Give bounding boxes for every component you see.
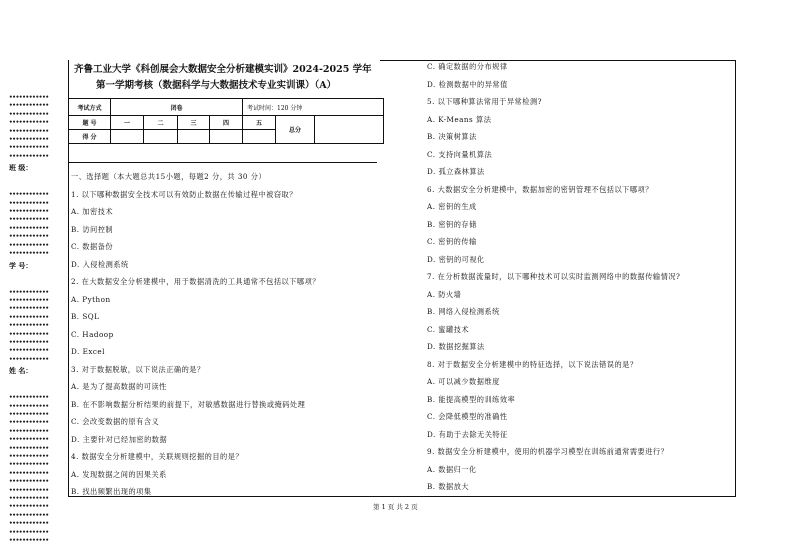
dotted-line: •••••••••••• (9, 444, 49, 452)
score-cell-2[interactable] (144, 130, 178, 144)
dotted-line: •••••••••••• (9, 478, 49, 486)
total-score-cell[interactable] (315, 116, 384, 144)
dotted-line: •••••••••••• (9, 330, 49, 338)
dotted-line: •••••••••••• (9, 486, 49, 494)
question-line: B. SQL (71, 312, 100, 321)
question-line: 9. 数据安全分析建模中，使用的机器学习模型在训练前通常需要进行？ (427, 447, 669, 456)
dotted-line: •••••••••••• (9, 436, 49, 444)
question-number-label: 题 号 (69, 116, 111, 130)
dotted-line: •••••••••••• (9, 199, 49, 207)
score-cell-5[interactable] (243, 130, 276, 144)
question-line: B. 数据放大 (427, 482, 470, 491)
dotted-line: •••••••••••• (9, 152, 49, 160)
dotted-line: •••••••••••• (9, 453, 49, 460)
question-line: C. 会降低模型的准确性 (427, 412, 508, 421)
dotted-line: •••••••••••• (9, 94, 49, 101)
question-line: D. 检测数据中的异常值 (427, 79, 508, 89)
question-line: B. 在不影响数据分析结果的前提下，对敏感数据进行替换或掩码处理 (71, 399, 306, 409)
question-line: A. 密钥的生成 (427, 202, 477, 211)
dotted-line: •••••••••••• (9, 495, 49, 503)
score-cell-1[interactable] (111, 130, 144, 144)
question-line: A. 加密技术 (71, 207, 114, 216)
exam-mode-label: 考试方式 (69, 99, 111, 116)
question-line: 8. 对于数据安全分析建模中的特征选择，以下说法错误的是？ (427, 359, 638, 369)
dotted-line: •••••••••••• (9, 402, 49, 410)
score-cell-4[interactable] (210, 130, 243, 144)
dotted-line: •••••••••••• (9, 296, 49, 304)
col-5: 五 (243, 116, 276, 130)
dotted-line: •••••••••••• (9, 233, 49, 241)
question-line: D. 数据挖掘算法 (427, 342, 485, 351)
dotted-line: •••••••••••• (9, 322, 49, 330)
question-line: C. Hadoop (71, 329, 114, 339)
question-line: B. 能提高模型的训练效率 (427, 394, 516, 404)
question-line: B. 访问控制 (71, 224, 114, 234)
dotted-line: •••••••••••• (9, 394, 49, 402)
question-line: A. 发现数据之间的因果关系 (71, 469, 167, 479)
question-line: B. 找出频繁出现的项集 (71, 487, 152, 496)
question-line: C. 会改变数据的原有含义 (71, 417, 160, 426)
question-line: D. 有助于去除无关特征 (427, 429, 508, 439)
question-line: C. 数据备份 (71, 242, 114, 251)
dotted-line: •••••••••••• (9, 110, 49, 118)
margin-label: 姓 名： (9, 366, 33, 376)
col-3: 三 (178, 116, 210, 130)
question-line: C. 密钥的传输 (427, 237, 477, 246)
question-line: C. 支持向量机算法 (427, 149, 493, 159)
question-line: 7. 在分析数据流量时，以下哪种技术可以实时监测网络中的数据传输情况? (427, 272, 681, 281)
dotted-line: •••••••••••• (9, 461, 49, 469)
dotted-line: •••••••••••• (9, 410, 49, 418)
dotted-line: •••••••••••• (9, 313, 49, 321)
dotted-line: •••••••••••• (9, 288, 49, 296)
exam-title-line2: 第一学期考核（数据科学与大数据技术专业实训课）（A） (96, 80, 337, 91)
exam-time: 考试时间：120 分钟 (243, 99, 384, 116)
question-line: B. 网络入侵检测系统 (427, 307, 500, 316)
dotted-line: •••••••••••• (9, 469, 49, 477)
dotted-line: •••••••••••• (9, 520, 49, 528)
question-line: 一、选择题（本大题总共15小题，每题2 分，共 30 分） (71, 172, 267, 181)
question-line: A. 防火墙 (427, 289, 462, 299)
dotted-line: •••••••••••• (9, 119, 49, 127)
dotted-line: •••••••••••• (9, 136, 49, 144)
dotted-line: •••••••••••• (9, 208, 49, 216)
question-line: 6. 大数据安全分析建模中，数据加密的密钥管理不包括以下哪项？ (427, 184, 653, 194)
question-line: 3. 对于数据脱敏，以下说法正确的是？ (71, 364, 205, 374)
dotted-line: •••••••••••• (9, 144, 49, 152)
dotted-line: •••••••••••• (9, 102, 49, 110)
total-label: 总分 (276, 116, 315, 144)
dotted-line: •••••••••••• (9, 511, 49, 519)
page-footer: 第 1 页 共 2 页 (373, 503, 418, 511)
dotted-line: •••••••••••• (9, 216, 49, 224)
score-cell-3[interactable] (178, 130, 210, 144)
question-line: 2. 在大数据安全分析建模中，用于数据清洗的工具通常不包括以下哪项？ (71, 277, 320, 286)
dotted-line: •••••••••••• (9, 127, 49, 135)
dotted-line: •••••••••••• (9, 241, 49, 249)
score-table (68, 98, 384, 144)
dotted-line: •••••••••••• (9, 503, 49, 511)
question-line: A. Python (71, 294, 111, 304)
question-line: D. 主要针对已经加密的数据 (71, 434, 168, 444)
dotted-line: •••••••••••• (9, 191, 49, 199)
col-2: 二 (144, 116, 178, 130)
margin-label: 班 级： (9, 163, 33, 173)
question-line: C. 蜜罐技术 (427, 324, 470, 334)
question-line: A. 数据归一化 (427, 464, 477, 474)
question-line: B. 决策树算法 (427, 132, 477, 141)
margin-label: 学 号： (9, 260, 33, 270)
dotted-line: •••••••••••• (9, 427, 49, 435)
question-line: C. 确定数据的分布规律 (427, 62, 508, 71)
dotted-line: •••••••••••• (9, 537, 49, 545)
divider (68, 162, 377, 163)
question-line: 5. 以下哪种算法常用于异常检测? (427, 97, 542, 106)
dotted-line: •••••••••••• (9, 347, 49, 355)
question-line: 1. 以下哪种数据安全技术可以有效防止数据在传输过程中被窃取？ (71, 189, 297, 199)
col-1: 一 (111, 116, 144, 130)
question-line: A. K-Means 算法 (427, 114, 492, 124)
question-line: D. 入侵检测系统 (71, 259, 129, 269)
dotted-line: •••••••••••• (9, 305, 49, 313)
exam-title-line1: 齐鲁工业大学《科创展会大数据安全分析建模实训》2024-2025 学年 (74, 64, 372, 75)
dotted-line: •••••••••••• (9, 338, 49, 346)
dotted-line: •••••••••••• (9, 355, 49, 363)
dotted-line: •••••••••••• (9, 419, 49, 427)
score-label: 得 分 (69, 130, 111, 144)
binding-margin (9, 94, 57, 545)
dotted-line: •••••••••••• (9, 528, 49, 536)
dotted-line: •••••••••••• (9, 224, 49, 232)
question-line: D. 孤立森林算法 (427, 167, 485, 176)
question-line: B. 密钥的存储 (427, 219, 477, 229)
question-line: 4. 数据安全分析建模中，关联规则挖掘的目的是？ (71, 452, 244, 461)
question-line: A. 可以减少数据维度 (427, 377, 500, 386)
exam-mode-value: 闭卷 (111, 99, 243, 116)
question-line: A. 是为了提高数据的可读性 (71, 382, 167, 391)
question-line: D. Excel (71, 347, 105, 356)
col-4: 四 (210, 116, 243, 130)
dotted-line: •••••••••••• (9, 250, 49, 258)
question-line: D. 密钥的可视化 (427, 254, 485, 264)
